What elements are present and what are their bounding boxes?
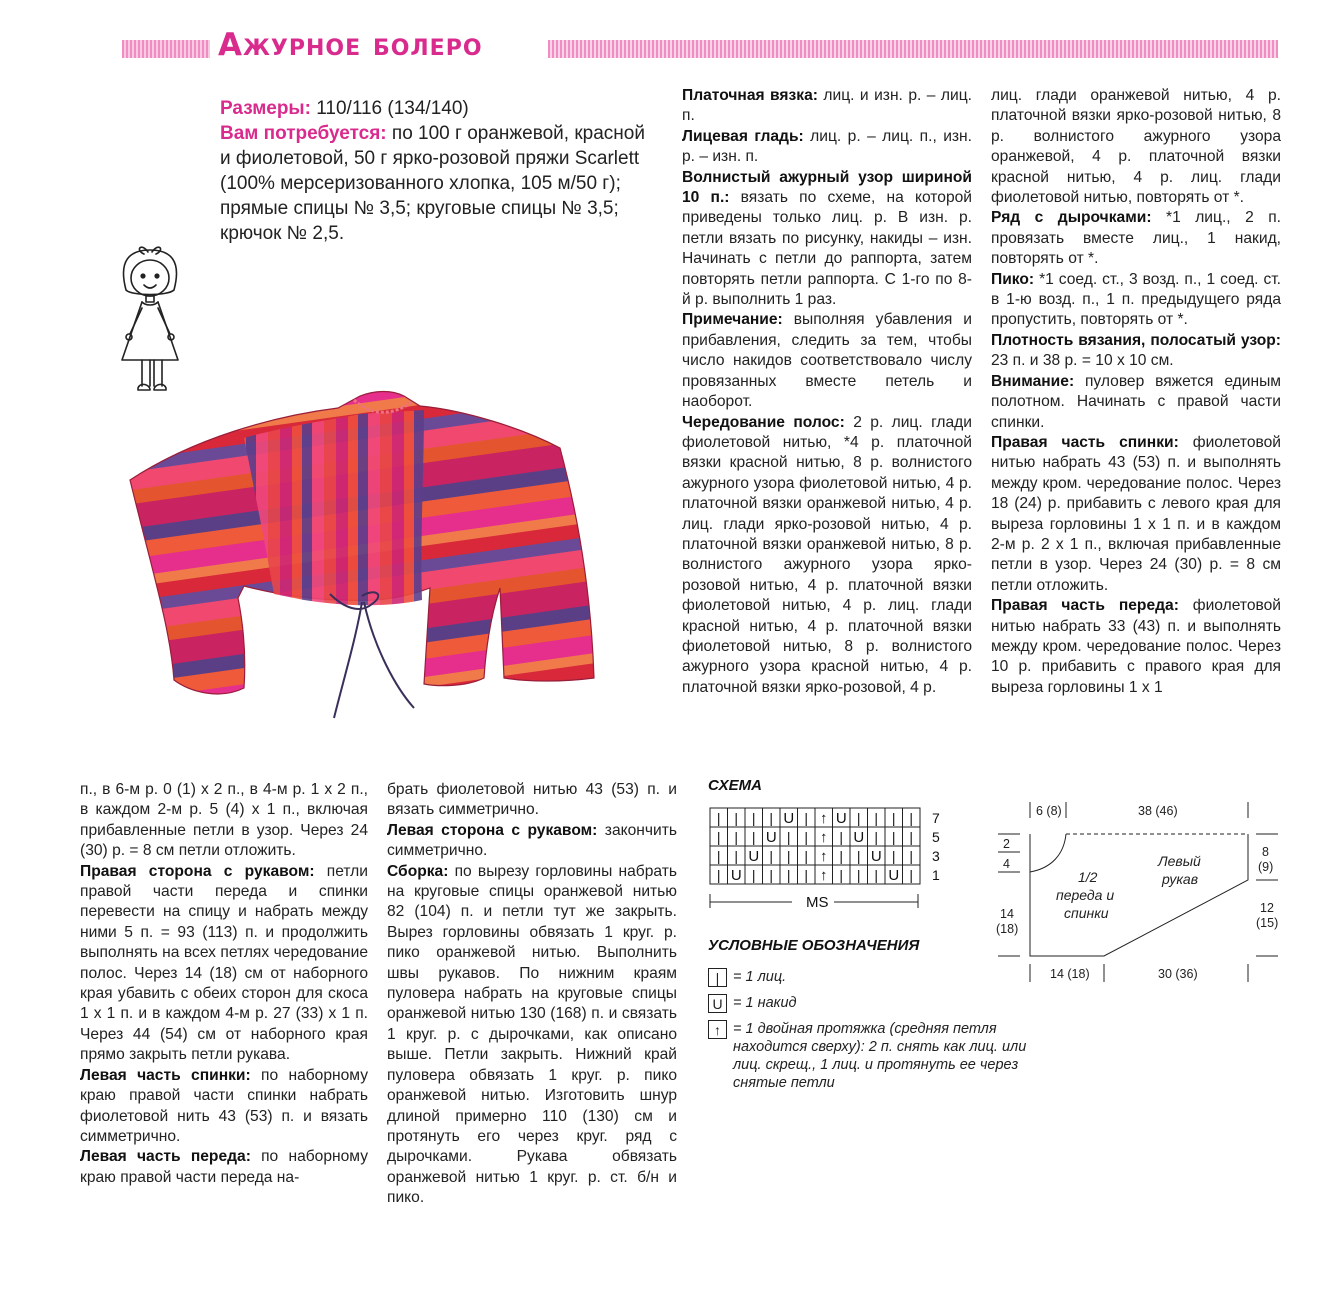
- knit-stitch-symbol: |: [751, 810, 756, 826]
- knit-stitch-symbol: |: [751, 829, 756, 845]
- text-column-1: Платочная вязка: лиц. и изн. р. – лиц. п. Лицевая гладь: лиц. р. – лиц. п., изн. р. – изн. п. Волнистый ажурный узор шириной 10 п.: вязать по схеме, на которой приведены только лиц. р. В изн. р. петли вязать по рисунку, накиды – изн. Начинать с петли до раппорта, затем повторять петли раппорта. С 1-го по 8-й р. выполнить 1 раз. Примечание: выполняя убавления и прибавления, следить за тем, чтобы число накидов соответствовало числу провязанных вместе петель и наоборот. Чередование полос: 2 р. лиц. глади фиолетовой нитью, *4 р. платочной вязки красной нитью, 8 р. волнистого ажурного узора фиолетовой нитью, 4 р. платочной вязки оранжевой нитью, 4 р. лиц. глади ярко-розовой нитью, 4 р. платочной вязки оранжевой нитью, 8 р. волнистого ажурного узора ярко-розовой нитью, 4 р. платочной вязки фиолетовой нитью, 4 р. лиц. глади красной нитью, 4 р. платочной вязки фиолетовой нитью, 8 р. волнистого ажурного узора красной нитью, 4 р. платочной вязки ярко-розовой, 4 р.: [682, 87, 973, 696]
- knit-stitch-symbol: |: [804, 829, 809, 845]
- knit-stitch-symbol: |: [874, 867, 879, 883]
- knit-stitch-symbol: |: [769, 867, 774, 883]
- double-decrease-symbol: ↑: [820, 829, 828, 846]
- yarn-over-symbol: U: [835, 810, 847, 827]
- materials-label: Вам потребуется:: [220, 123, 387, 144]
- intro-block: [220, 96, 660, 246]
- dim-top-width: 38 (46): [1138, 804, 1178, 818]
- knit-stitch-symbol: |: [716, 829, 721, 845]
- dim-left-3: 14: [1000, 907, 1014, 921]
- left-sleeve-label-1: Левый: [1158, 853, 1201, 869]
- knit-stitch-symbol: |: [856, 810, 861, 826]
- double-decrease-symbol: ↑: [820, 810, 828, 827]
- knit-stitch-symbol: |: [856, 848, 861, 864]
- text-column-4: брать фиолетовой нитью 43 (53) п. и вязать симметрично. Левая сторона с рукавом: закончить симметрично. Сборка: по вырезу горловины набрать на круговые спицы оранжевой нитью 82 (104) п. и петли тут же закрыть. Вырез горловины обвязать 1 круг. р. пико оранжевой нитью. Выполнить швы рукавов. По нижним краям пуловера набрать на круговые спицы оранжевой нитью 130 (168) п. и связать 1 круг. р. с дырочками, как описано выше. Петли закрыть. Нижний край пуловера обвязать 1 круг. р. пико оранжевой нитью. Изготовить шнур длиной примерно 110 (130) см и протянуть его через круг. ряд с дырочками. Рукава обвязать оранжевой нитью 1 круг. р. ст. б/н и пико.: [387, 781, 677, 1207]
- dim-left-1: 2: [1003, 837, 1010, 851]
- knit-stitch-symbol: |: [909, 810, 914, 826]
- sizes-value: 110/116 (134/140): [310, 98, 469, 119]
- double-decrease-symbol: ↑: [820, 848, 828, 865]
- dim-right-2b: (15): [1256, 916, 1279, 930]
- knit-stitch-symbol: |: [909, 829, 914, 845]
- yarn-over-symbol: U: [765, 829, 777, 846]
- knit-stitch-symbol: |: [891, 829, 896, 845]
- knit-stitch-symbol: |: [839, 867, 844, 883]
- legend: [708, 968, 1028, 1099]
- left-sleeve-label-2: рукав: [1162, 871, 1199, 887]
- knit-stitch-symbol: |: [874, 810, 879, 826]
- yarn-over-symbol: U: [748, 848, 760, 865]
- knit-stitch-symbol: |: [891, 810, 896, 826]
- legend-text: = 1 лиц.: [733, 969, 787, 985]
- dim-bottom-left: 14 (18): [1050, 967, 1090, 981]
- half-front-back-label-3: спинки: [1064, 905, 1109, 921]
- ms-label: MS: [806, 894, 829, 911]
- yarn-over-symbol: U: [783, 810, 795, 827]
- schema-title: СХЕМА: [708, 777, 762, 794]
- knit-stitch-symbol: |: [786, 848, 791, 864]
- legend-item: [708, 1020, 1028, 1092]
- knit-stitch-symbol: |: [804, 867, 809, 883]
- title-band-left: [122, 40, 210, 58]
- chart-row-number: 5: [932, 829, 940, 845]
- title-band-right: [548, 40, 1278, 58]
- sizes-label: Размеры:: [220, 98, 311, 119]
- bolero-body: [130, 392, 594, 694]
- double-decrease-symbol: ↑: [708, 1020, 727, 1039]
- knit-stitch-symbol: |: [909, 848, 914, 864]
- page-title: Ажурное болеро: [218, 27, 483, 63]
- knit-stitch-symbol: |: [751, 867, 756, 883]
- bolero-photo: [124, 388, 602, 738]
- knit-stitch-symbol: |: [716, 867, 721, 883]
- knit-stitch-symbol: |: [734, 829, 739, 845]
- knit-stitch-symbol: |: [734, 848, 739, 864]
- half-front-back-label-2: переда и: [1056, 887, 1115, 903]
- chart-row-number: 3: [932, 848, 940, 864]
- dim-left-3b: (18): [996, 922, 1019, 936]
- double-decrease-symbol: ↑: [820, 867, 828, 884]
- yarn-over-symbol: U: [870, 848, 882, 865]
- knit-stitch-symbol: |: [716, 848, 721, 864]
- knit-stitch-symbol: |: [804, 810, 809, 826]
- stitch-chart: [708, 800, 958, 912]
- knit-stitch-symbol: |: [769, 848, 774, 864]
- knit-stitch-symbol: |: [909, 867, 914, 883]
- legend-text: = 1 накид: [733, 995, 797, 1011]
- text-column-3: п., в 6-м р. 0 (1) х 2 п., в 4-м р. 1 х 2 п., в каждом 2-м р. 5 (4) х 1 п., включая прибавленные петли в узор. Через 24 (30) р. = 8 см петли отложить. Правая сторона с рукавом: петли правой части переда и спинки перевести на спицу и набрать между ними 5 п. = 93 (113) п. и продолжить выполнять на всех петлях чередование полос. Через 14 (18) см от наборного края убавить с обеих сторон для скоса 1 х 1 п. и в каждом 4-м р. 27 (33) х 1 п. Через 44 (54) см от наборного края прямо закрыть петли рукава. Левая часть спинки: по наборному краю правой части спинки набрать фиолетовой нить 43 (53) п. и вязать симметрично. Левая часть переда: по наборному краю правой части переда на-: [80, 781, 368, 1186]
- yarn-over-symbol: U: [853, 829, 865, 846]
- materials-value: по 100 г оранжевой, красной и фиолетовой, 50 г ярко-розовой пряжи Scarlett (100% мерсеризованного хлопка, 105 м/50 г); прямые спицы № 3,5; круговые спицы № 3,5; крючок № 2,5.: [220, 123, 645, 244]
- yarn-over-symbol: U: [708, 994, 727, 1013]
- dim-right-1b: (9): [1258, 860, 1274, 874]
- size-girl-illustration: [108, 238, 192, 406]
- legend-item: [708, 968, 1028, 987]
- knit-stitch-symbol: |: [856, 867, 861, 883]
- yarn-over-symbol: U: [888, 867, 900, 884]
- knit-stitch-symbol: |: [769, 810, 774, 826]
- chart-row-number: 7: [932, 810, 940, 826]
- knit-stitch-symbol: |: [891, 848, 896, 864]
- knit-stitch-symbol: |: [786, 829, 791, 845]
- text-column-2: лиц. глади оранжевой нитью, 4 р. платочной вязки ярко-розовой нитью, 8 р. волнистого ажурного узора оранжевой, 4 р. платочной вязки красной нитью, 4 р. лиц. глади фиолетовой нитью, повторять от *. Ряд с дырочками: *1 лиц., 2 п. провязать вместе лиц., 1 накид, повторять от *. Пико: *1 соед. ст., 3 возд. п., 1 соед. ст. в 1-ю возд. п., 1 п. предыдущего ряда пропустить, повторять от *. Плотность вязания, полосатый узор: 23 п. и 38 р. = 10 х 10 см. Внимание: пуловер вяжется единым полотном. Начинать с правой части спинки. Правая часть спинки: фиолетовой нитью набрать 43 (53) п. и выполнять между кром. чередование полос. Через 18 (24) р. прибавить с левого края для выреза горловины 1 х 1 п. и в каждом 2-м р. 2 х 1 п., включая прибавленные петли в узор. Через 24 (30) р. = 8 см петли отложить. Правая часть переда: фиолетовой нитью набрать 33 (43) п. и выполнять между кром. чередование полос. Через 10 р. прибавить с правого края для выреза горловины 1 х 1: [991, 87, 1281, 696]
- garment-pattern-diagram: [994, 798, 1294, 988]
- knit-stitch-symbol: |: [708, 968, 727, 987]
- legend-title: УСЛОВНЫЕ ОБОЗНАЧЕНИЯ: [708, 937, 920, 954]
- knit-stitch-symbol: |: [874, 829, 879, 845]
- knit-stitch-symbol: |: [716, 810, 721, 826]
- dim-right-1: 8: [1262, 845, 1269, 859]
- dim-left-2: 4: [1003, 857, 1010, 871]
- knit-stitch-symbol: |: [839, 848, 844, 864]
- half-front-back-label-1: 1/2: [1078, 869, 1098, 885]
- legend-text: = 1 двойная протяжка (средняя петля находится сверху): 2 п. снять как лиц. или лиц. скрещ., 1 лиц. и протянуть ее через снятые петли: [733, 1021, 1027, 1091]
- knit-stitch-symbol: |: [786, 867, 791, 883]
- dim-right-2: 12: [1260, 901, 1274, 915]
- chart-row-number: 1: [932, 867, 940, 883]
- dim-bottom-right: 30 (36): [1158, 967, 1198, 981]
- knit-stitch-symbol: |: [839, 829, 844, 845]
- knit-stitch-symbol: |: [804, 848, 809, 864]
- bolero-drawstring: [330, 592, 414, 718]
- yarn-over-symbol: U: [730, 867, 742, 884]
- knit-stitch-symbol: |: [734, 810, 739, 826]
- legend-item: [708, 994, 1028, 1013]
- dim-neck-width: 6 (8): [1036, 804, 1062, 818]
